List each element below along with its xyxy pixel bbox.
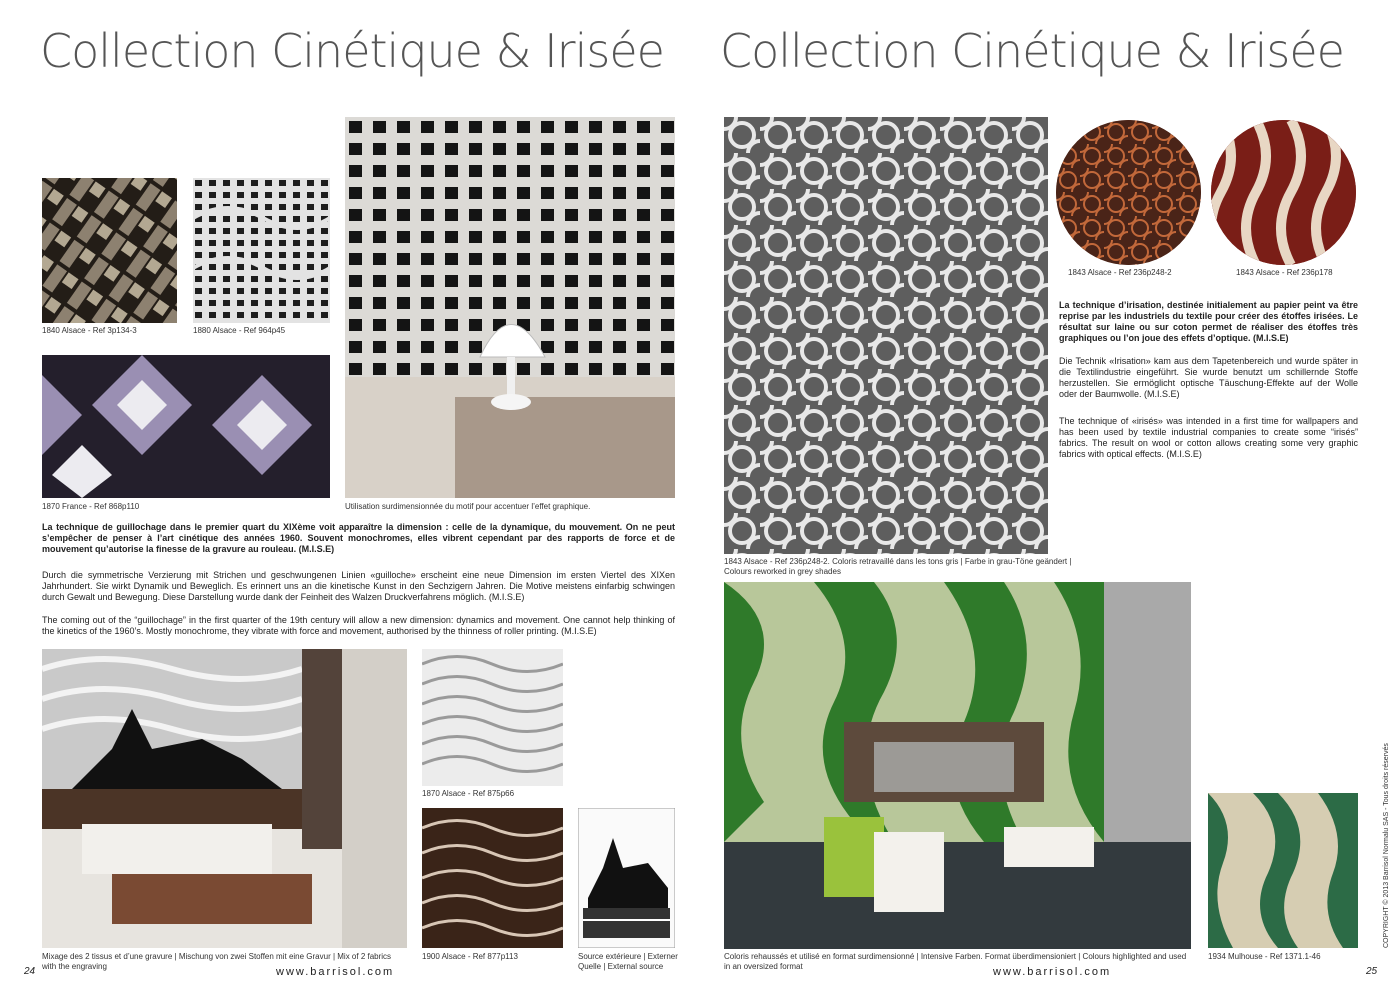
left-paragraph-de: Durch die symmetrische Verzierung mit Strichen und geschwungenen Linien «guilloche» erscheint eine neue Dimension im ersten Viertel des XIXen Jahrhundert. Sie wirkt Dynamik und Beweglich. Es erinnert uns an die kinetische Kunst in den Sechzigern Jahren. Die Motive meistens einfarbig schwingen durch Gewalt und Bewegung. Diese Darstellung wurde dank der Feinheit des Walzen Druckverfahrens möglich. (M.I.S.E) — [42, 570, 675, 602]
bedroom-image — [42, 649, 407, 948]
fabric-image-875p66 — [422, 649, 563, 786]
lobby-image — [724, 582, 1191, 949]
room-lamp-image — [345, 117, 675, 498]
left-paragraph-en: The coming out of the “guillochage” in the first quarter of the 19th century will allow a new dimension: dynamics and movement. One cannot help thinking of the kinetics of the 1960’s. Mostly monochrome, they vibrate with force and movement, authorised by the thinness of roller printing. (M.I.S.E) — [42, 615, 675, 636]
caption-877p113: 1900 Alsace - Ref 877p113 — [422, 952, 518, 961]
caption-964p45: 1880 Alsace - Ref 964p45 — [193, 326, 286, 335]
caption-room-lamp: Utilisation surdimensionnée du motif pour accentuer l’effet graphique. — [345, 502, 591, 511]
caption-lobby: Coloris rehaussés et utilisé en format surdimensionné | Intensive Farben. Format überdimensioniert | Colours highlighted and used in an oversized format — [724, 952, 1187, 971]
right-page-title: Collection Cinétique & Irisée — [720, 24, 1344, 78]
left-page-number: 24 — [24, 966, 36, 977]
engraving-image — [578, 808, 675, 948]
caption-engraving: Source extérieure | Externer Quelle | External source — [578, 952, 678, 971]
fabric-image-964p45 — [193, 178, 330, 323]
caption-875p66: 1870 Alsace - Ref 875p66 — [422, 789, 515, 798]
right-footer-url: www.barrisol.com — [993, 966, 1112, 978]
left-footer-url: www.barrisol.com — [276, 966, 395, 978]
circle-fabric-236p248-2 — [1056, 120, 1201, 265]
caption-grey-fabric: 1843 Alsace - Ref 236p248-2. Coloris retravaillé dans les tons gris | Farbe in grau-Töne geändert | Colours reworked in grey shades — [724, 557, 1072, 576]
copyright-notice: COPYRIGHT © 2013 Barrisol Normalu SAS - Tous droits réservés — [1383, 743, 1390, 948]
left-page-title: Collection Cinétique & Irisée — [40, 24, 664, 78]
caption-868p110: 1870 France - Ref 868p110 — [42, 502, 140, 511]
caption-circle-1: 1843 Alsace - Ref 236p248-2 — [1068, 268, 1172, 277]
green-fabric-image-1371 — [1208, 793, 1358, 948]
grey-fabric-image-236p248 — [724, 117, 1048, 554]
left-paragraph-fr: La technique de guillochage dans le premier quart du XIXème voit apparaître la dimension : celle de la dynamique, du mouvement. On ne peut s’empêcher de penser à l’art cinétique des années 1960. Souvent monochromes, elles vibrent cependant par des rapports de force et de mouvement qu’autorise la finesse de la gravure au rouleau. (M.I.S.E) — [42, 522, 675, 554]
right-paragraph-en: The technique of «irisés» was intended in a first time for wallpapers and has been used by textile industrial companies to create some “irisés” fabrics. The result on wool or cotton allows creating some very graphic fabrics with optical effects. (M.I.S.E) — [1059, 416, 1358, 459]
right-paragraph-fr: La technique d’irisation, destinée initialement au papier peint va être reprise par les industriels du textile pour créer des étoffes irisées. Le résultat sur laine ou sur coton permet de réaliser des étoffes très graphiques ou l’on joue des effets d’optique. (M.I.S.E) — [1059, 300, 1358, 343]
caption-bedroom: Mixage des 2 tissus et d’une gravure | Mischung von zwei Stoffen mit eine Gravur | Mix of 2 fabrics with the engraving — [42, 952, 392, 971]
caption-1371: 1934 Mulhouse - Ref 1371.1-46 — [1208, 952, 1321, 961]
caption-circle-2: 1843 Alsace - Ref 236p178 — [1236, 268, 1333, 277]
fabric-image-3p134 — [42, 178, 177, 323]
fabric-image-877p113 — [422, 808, 563, 948]
fabric-image-868p110 — [42, 355, 330, 498]
caption-3p134: 1840 Alsace - Ref 3p134-3 — [42, 326, 137, 335]
circle-fabric-236p178 — [1211, 120, 1356, 265]
right-page-number: 25 — [1366, 966, 1378, 977]
right-paragraph-de: Die Technik «Irisation» kam aus dem Tapetenbereich und wurde später in die Textilindustrie eingeführt. Sie wurde benutzt um schillernde Stoffe herzustellen. Sie ermöglicht optische Täuschung-Effekte auf der Wolle oder der Baumwolle. (M.I.S.E) — [1059, 356, 1358, 399]
